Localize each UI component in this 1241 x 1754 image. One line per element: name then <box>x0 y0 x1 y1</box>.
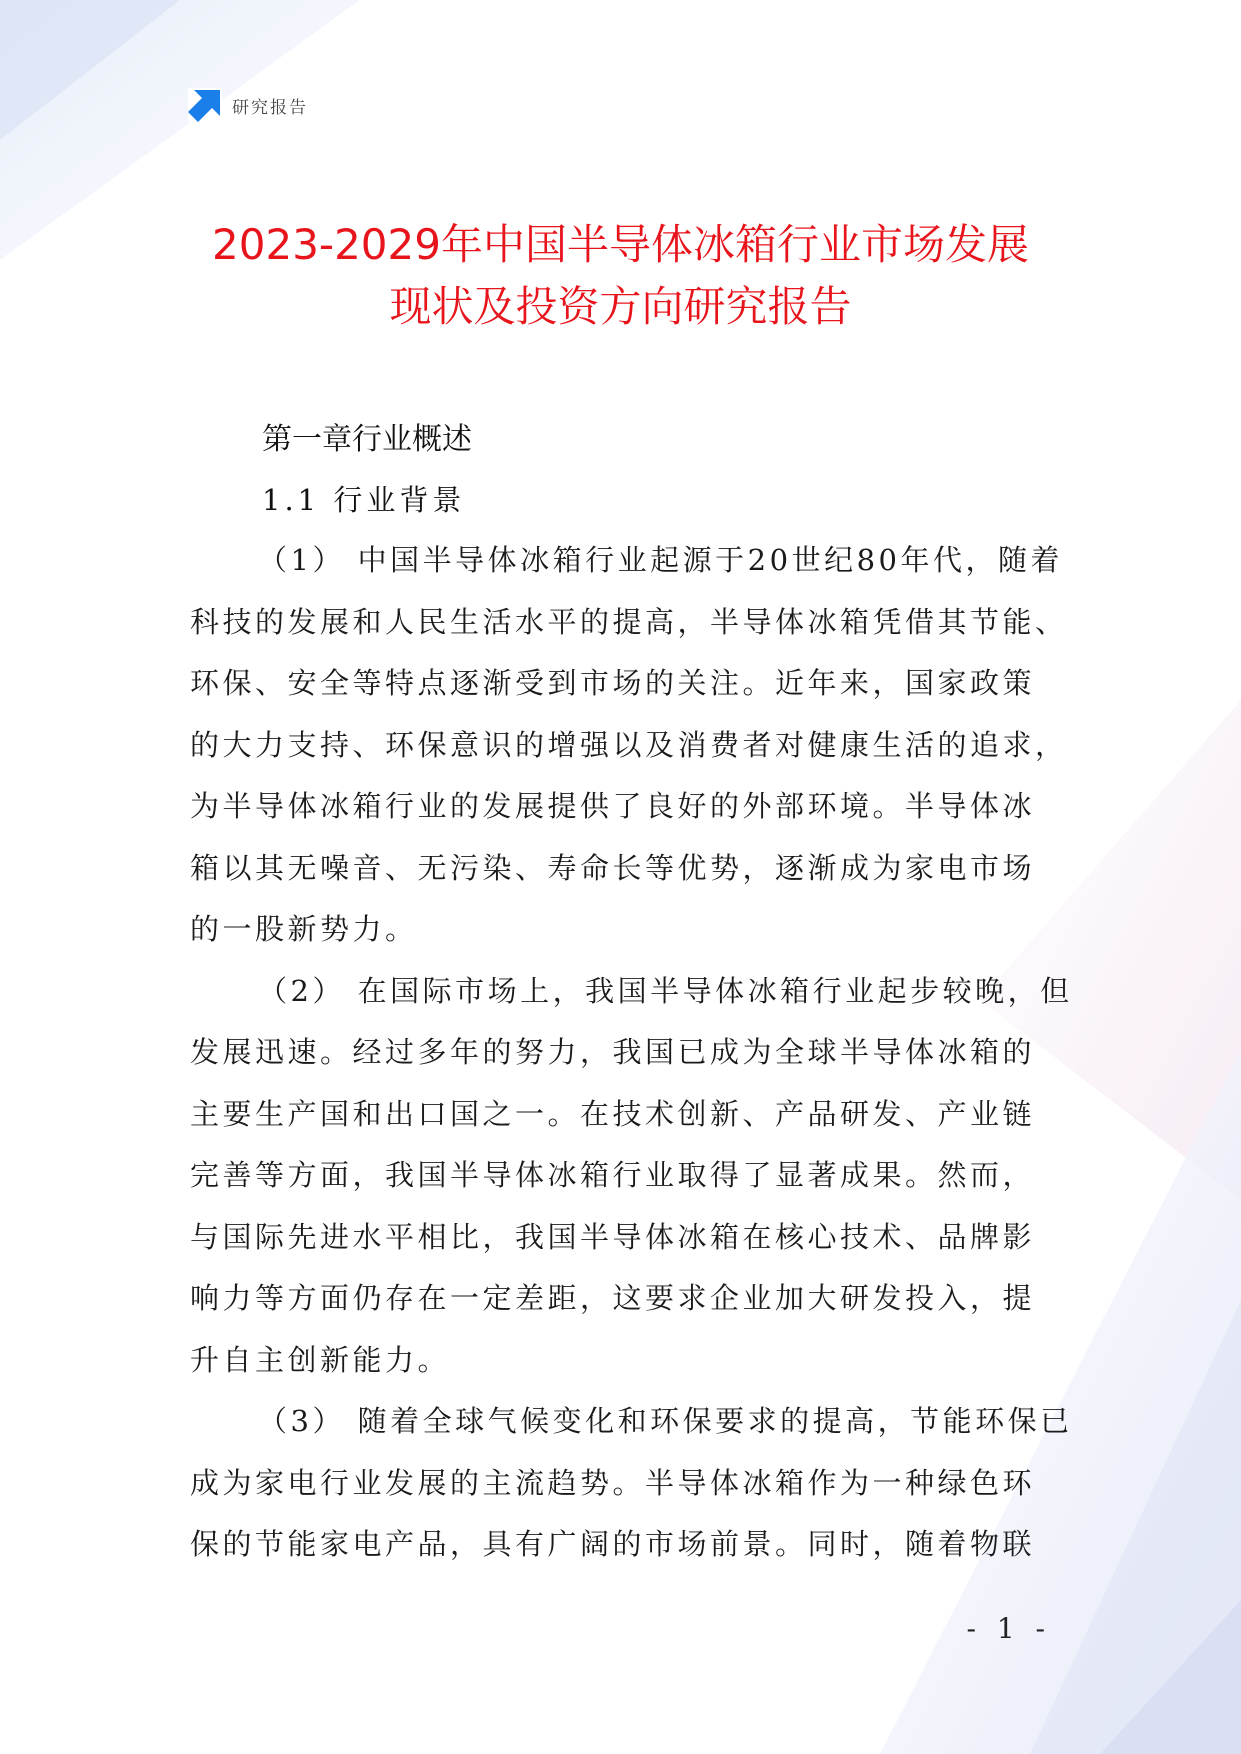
paragraph-line: （2） 在国际市场上，我国半导体冰箱行业起步较晚，但 <box>258 973 1073 1008</box>
paragraph-3 <box>190 1391 1073 1576</box>
report-header <box>188 88 308 122</box>
paragraph-line: 主要生产国和出口国之一。在技术创新、产品研发、产业链 <box>190 1096 1036 1131</box>
paragraph-line: 完善等方面，我国半导体冰箱行业取得了显著成果。然而， <box>190 1158 1036 1192</box>
paragraph-line: 升自主创新能力。 <box>190 1342 451 1377</box>
arrow-up-right-icon <box>188 88 222 122</box>
paragraph-line: 箱以其无噪音、无污染、寿命长等优势，逐渐成为家电市场 <box>190 850 1036 885</box>
document-title <box>120 214 1121 338</box>
paragraph-line: 响力等方面仍存在一定差距，这要求企业加大研发投入，提 <box>190 1281 1036 1315</box>
paragraph-line: 环保、安全等特点逐渐受到市场的关注。近年来，国家政策 <box>190 666 1036 700</box>
paragraph-line: 成为家电行业发展的主流趋势。半导体冰箱作为一种绿色环 <box>190 1465 1036 1500</box>
paragraph-1 <box>190 530 1068 961</box>
paragraph-line: 的一股新势力。 <box>190 912 418 946</box>
page-number: - 1 - <box>966 1612 1051 1645</box>
paragraph-2 <box>190 961 1073 1392</box>
paragraph-line: （1） 中国半导体冰箱行业起源于20世纪80年代，随着 <box>258 543 1063 577</box>
document-body <box>190 410 1073 1576</box>
paragraph-line: （3） 随着全球气候变化和环保要求的提高，节能环保已 <box>258 1404 1073 1438</box>
title-line-2: 现状及投资方向研究报告 <box>389 282 852 331</box>
paragraph-line: 的大力支持、环保意识的增强以及消费者对健康生活的追求， <box>190 727 1068 762</box>
paragraph-line: 科技的发展和人民生活水平的提高，半导体冰箱凭借其节能、 <box>190 604 1068 639</box>
title-line-1: 2023-2029年中国半导体冰箱行业市场发展 <box>212 220 1029 269</box>
paragraph-line: 保的节能家电产品，具有广阔的市场前景。同时，随着物联 <box>190 1527 1036 1561</box>
section-heading: 1.1 行业背景 <box>262 483 466 517</box>
header-label: 研究报告 <box>232 97 308 118</box>
paragraph-line: 发展迅速。经过多年的努力，我国已成为全球半导体冰箱的 <box>190 1035 1036 1069</box>
paragraph-line: 为半导体冰箱行业的发展提供了良好的外部环境。半导体冰 <box>190 789 1036 823</box>
paragraph-line: 与国际先进水平相比，我国半导体冰箱在核心技术、品牌影 <box>190 1219 1036 1254</box>
chapter-heading: 第一章行业概述 <box>262 422 472 457</box>
